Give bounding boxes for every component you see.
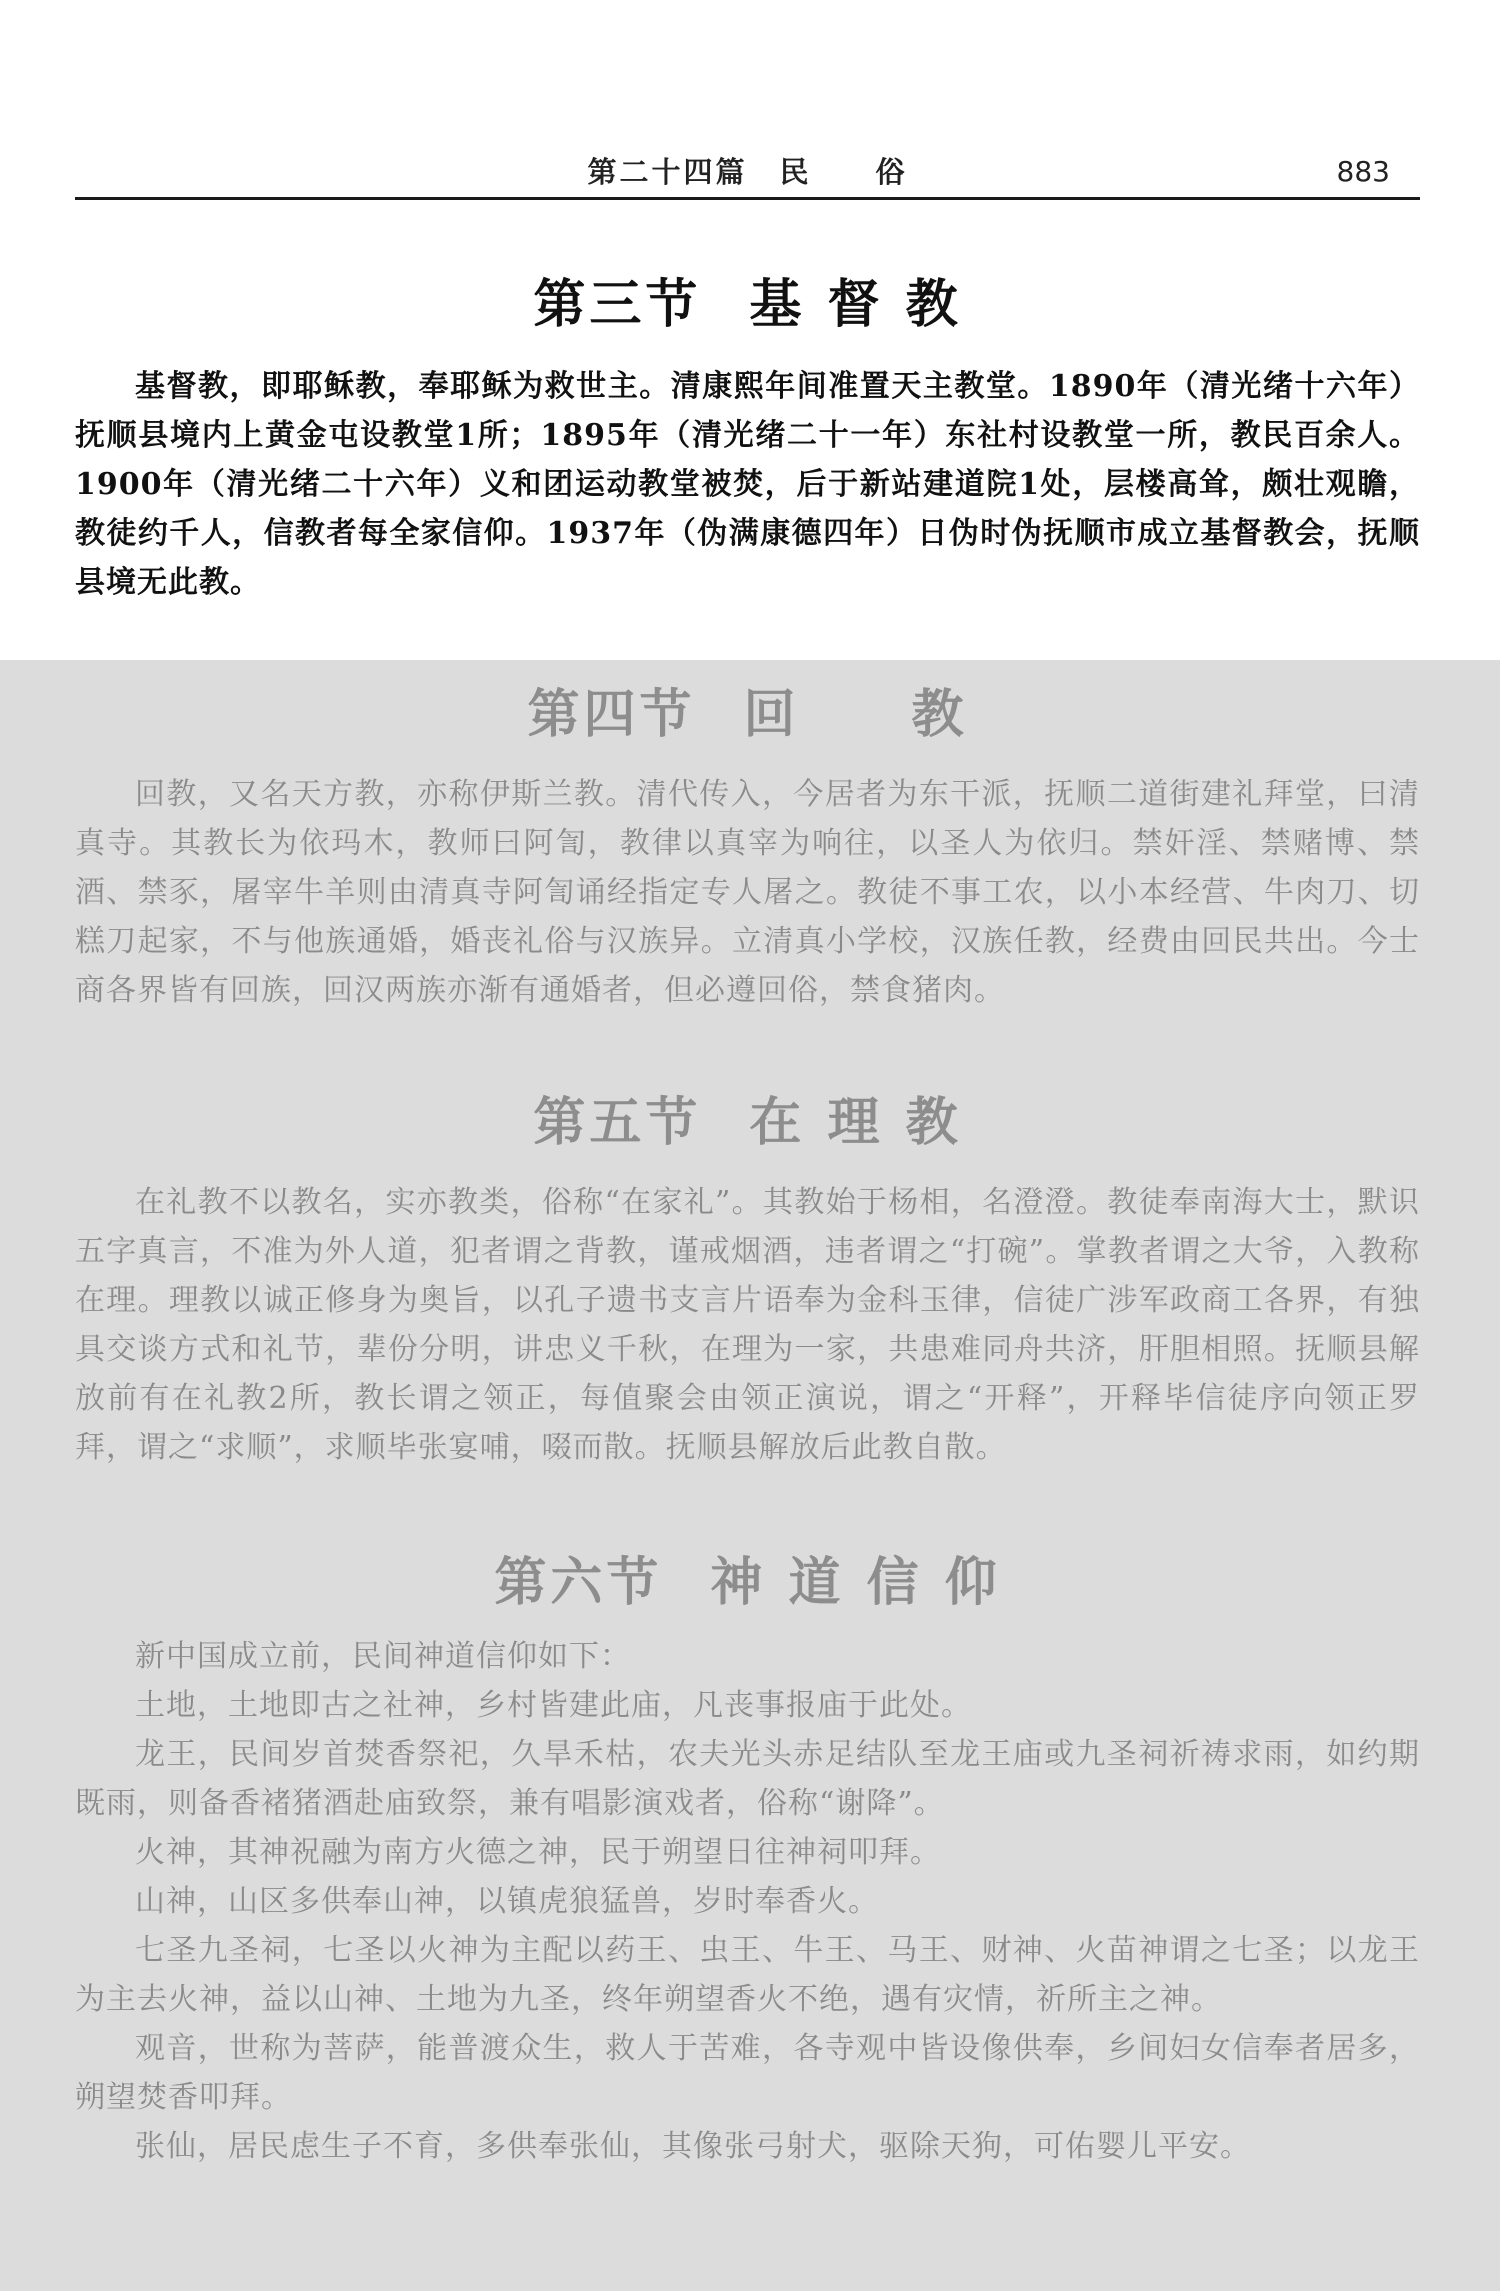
- section-zaili: [75, 1088, 1420, 1472]
- header-rule: [75, 197, 1420, 200]
- section-paragraph: 回教，又名天方教，亦称伊斯兰教。清代传入，今居者为东干派，抚顺二道街建礼拜堂，曰清真寺。其教长为依玛木，教师曰阿訇，教律以真宰为响往，以圣人为依归。禁奸淫、禁赌博、禁酒、禁豕，屠宰牛羊则由清真寺阿訇诵经指定专人屠之。教徒不事工农，以小本经营、牛肉刀、切糕刀起家，不与他族通婚，婚丧礼俗与汉族异。立清真小学校，汉族任教，经费由回民共出。今士商各界皆有回族，回汉两族亦渐有通婚者，但必遵回俗，禁食猪肉。: [75, 777, 1420, 1008]
- running-header: [75, 150, 1420, 194]
- section-christianity: [75, 270, 1420, 607]
- section-title: [75, 270, 1420, 340]
- section-number: 第四节: [527, 685, 696, 745]
- list-item: 张仙，居民虑生子不育，多供奉张仙，其像张弓射犬，驱除天狗，可佑婴儿平安。: [135, 2129, 1251, 2164]
- list-item: 土地，土地即古之社神，乡村皆建此庙，凡丧事报庙于此处。: [135, 1688, 972, 1723]
- running-title: 第二十四篇 民 俗: [587, 155, 908, 189]
- section-number: 第三节: [533, 275, 702, 335]
- list-item: 龙王，民间岁首焚香祭祀，久旱禾枯，农夫光头赤足结队至龙王庙或九圣祠祈祷求雨，如约期既雨，则备香褚猪酒赴庙致祭，兼有唱影演戏者，俗称“谢降”。: [75, 1737, 1420, 1821]
- section-title: [75, 1548, 1420, 1618]
- section-paragraph: 基督教，即耶稣教，奉耶稣为救世主。清康熙年间准置天主教堂。1890年（清光绪十六年）抚顺县境内上黄金屯设教堂1所；1895年（清光绪二十一年）东社村设教堂一所，教民百余人。1900年（清光绪二十六年）义和团运动教堂被焚，后于新站建道院1处，层楼高耸，颇壮观瞻，教徒约千人，信教者每全家信仰。1937年（伪满康德四年）日伪时伪抚顺市成立基督教会，抚顺县境无此教。: [75, 369, 1420, 600]
- section-name: 在 理 教: [749, 1093, 962, 1153]
- belief-list: [75, 1632, 1420, 2171]
- section-number: 第六节: [494, 1553, 663, 1613]
- list-item: 七圣九圣祠，七圣以火神为主配以药王、虫王、牛王、马王、财神、火苗神谓之七圣；以龙王为主去火神，益以山神、土地为九圣，终年朔望香火不绝，遇有灾情，祈所主之神。: [75, 1933, 1420, 2017]
- section-name: 神 道 信 仰: [710, 1553, 1001, 1613]
- list-item: 观音，世称为菩萨，能普渡众生，救人于苦难，各寺观中皆设像供奉，乡间妇女信奉者居多，朔望焚香叩拜。: [75, 2031, 1420, 2115]
- section-title: [75, 1088, 1420, 1158]
- page-number: 883: [1336, 155, 1390, 188]
- intro-paragraph: 新中国成立前，民间神道信仰如下：: [135, 1639, 631, 1674]
- section-paragraph: 在礼教不以教名，实亦教类，俗称“在家礼”。其教始于杨相，名澄澄。教徒奉南海大士，默识五字真言，不准为外人道，犯者谓之背教，谨戒烟酒，违者谓之“打碗”。掌教者谓之大爷，入教称在理。理教以诚正修身为奥旨，以孔子遗书支言片语奉为金科玉律，信徒广涉军政商工各界，有独具交谈方式和礼节，辈份分明，讲忠义千秋，在理为一家，共患难同舟共济，肝胆相照。抚顺县解放前有在礼教2所，教长谓之领正，每值聚会由领正演说，谓之“开释”，开释毕信徒序向领正罗拜，谓之“求顺”，求顺毕张宴哺，啜而散。抚顺县解放后此教自散。: [75, 1185, 1420, 1465]
- section-shinto-beliefs: [75, 1548, 1420, 2171]
- list-item: 火神，其神祝融为南方火德之神，民于朔望日往神祠叩拜。: [135, 1835, 941, 1870]
- section-title: [75, 680, 1420, 750]
- section-islam: [75, 680, 1420, 1015]
- section-name: 回 教: [743, 685, 968, 745]
- section-name: 基 督 教: [749, 275, 962, 335]
- section-number: 第五节: [533, 1093, 702, 1153]
- list-item: 山神，山区多供奉山神，以镇虎狼猛兽，岁时奉香火。: [135, 1884, 879, 1919]
